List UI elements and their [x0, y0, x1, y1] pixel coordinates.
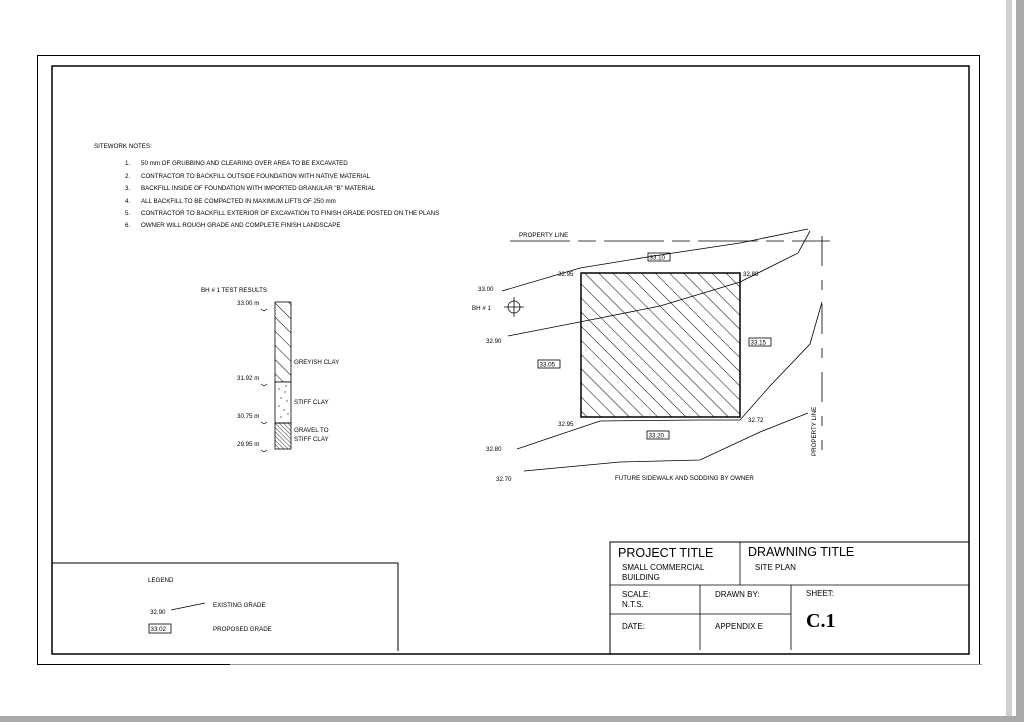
note-number: 6.	[125, 222, 131, 229]
sheet-number: C.1	[806, 610, 836, 632]
sheet-label: SHEET:	[806, 589, 835, 598]
layer-label: GREYISH CLAY	[294, 359, 340, 366]
property-line-label: PROPERTY LINE	[811, 406, 818, 456]
note-number: 3.	[125, 185, 131, 192]
elevation-label: 31.92 m	[237, 375, 260, 382]
legend	[52, 563, 398, 651]
proposed-grade: 33.15	[750, 339, 766, 347]
project-title-value: BUILDING	[622, 573, 660, 582]
existing-grade: 32.95	[558, 421, 574, 428]
legend-existing-label: EXISTING GRADE	[213, 602, 266, 609]
note-text: CONTRACTOR TO BACKFILL OUTSIDE FOUNDATION WITH NATIVE MATERIAL	[141, 173, 371, 180]
note-text: 50 mm OF GRUBBING AND CLEARING OVER AREA TO BE EXCAVATED	[141, 160, 348, 167]
property-line-label: PROPERTY LINE	[519, 232, 569, 239]
scale-value: N.T.S.	[622, 600, 644, 609]
elevation-label: 30.75 m	[237, 413, 260, 420]
existing-grade: 32.90	[486, 338, 502, 345]
existing-grade: 32.88	[743, 271, 759, 278]
project-title-label: PROJECT TITLE	[618, 546, 714, 560]
existing-grade: 32.72	[748, 417, 764, 424]
proposed-grade: 33.05	[539, 361, 555, 369]
existing-grade: 32.95	[558, 271, 574, 278]
drawing-title-label: DRAWNING TITLE	[748, 545, 855, 559]
project-title-value: SMALL COMMERCIAL	[622, 563, 705, 572]
layer-gravel	[275, 423, 291, 449]
bh-label: BH # 1	[472, 305, 491, 312]
existing-grade: 32.70	[496, 476, 512, 483]
legend-existing-value: 32.90	[150, 609, 166, 616]
note-number: 4.	[125, 198, 131, 205]
title-block	[610, 542, 969, 654]
proposed-grade: 33.20	[648, 432, 664, 440]
elevation-label: 29.95 m	[237, 441, 260, 448]
sidewalk-note: FUTURE SIDEWALK AND SODDING BY OWNER	[615, 475, 754, 482]
note-number: 5.	[125, 210, 131, 217]
building-footprint	[581, 273, 740, 417]
borehole-log	[201, 287, 339, 452]
note-text: BACKFILL INSIDE OF FOUNDATION WITH IMPORTED GRANULAR "B" MATERIAL	[141, 185, 376, 192]
appendix-label: APPENDIX E	[715, 622, 764, 631]
drawing-title-value: SITE PLAN	[755, 563, 796, 572]
existing-grade: 33.00	[478, 286, 494, 293]
layer-label: STIFF CLAY	[294, 436, 329, 443]
scale-label: SCALE:	[622, 590, 651, 599]
note-text: OWNER WILL ROUGH GRADE AND COMPLETE FINISH LANDSCAPE	[141, 222, 341, 229]
layer-greyish-clay	[275, 302, 291, 382]
layer-stiff-clay	[275, 382, 291, 423]
note-text: ALL BACKFILL TO BE COMPACTED IN MAXIMUM LIFTS OF 250 mm	[141, 198, 336, 205]
drawn-by-label: DRAWN BY:	[715, 590, 760, 599]
proposed-grade: 33.10	[649, 254, 665, 262]
legend-title: LEGEND	[148, 577, 174, 584]
layer-label: STIFF CLAY	[294, 399, 329, 406]
site-plan	[472, 229, 830, 483]
note-number: 1.	[125, 160, 131, 167]
sitework-heading: SITEWORK NOTES:	[94, 143, 152, 150]
sitework-notes	[94, 143, 439, 229]
note-text: CONTRACTOR TO BACKFILL EXTERIOR OF EXCAVATION TO FINISH GRADE POSTED ON THE PLANS	[141, 210, 440, 217]
legend-proposed-label: PROPOSED GRADE	[213, 626, 272, 633]
note-number: 2.	[125, 173, 131, 180]
layer-label: GRAVEL TO	[294, 427, 329, 434]
legend-proposed-value: 33.02	[150, 626, 166, 633]
existing-grade: 32.80	[486, 446, 502, 453]
elevation-label: 33.00 m	[237, 300, 260, 307]
drawing-border	[52, 66, 969, 654]
borehole-title: BH # 1 TEST RESULTS	[201, 287, 268, 294]
date-label: DATE:	[622, 622, 645, 631]
